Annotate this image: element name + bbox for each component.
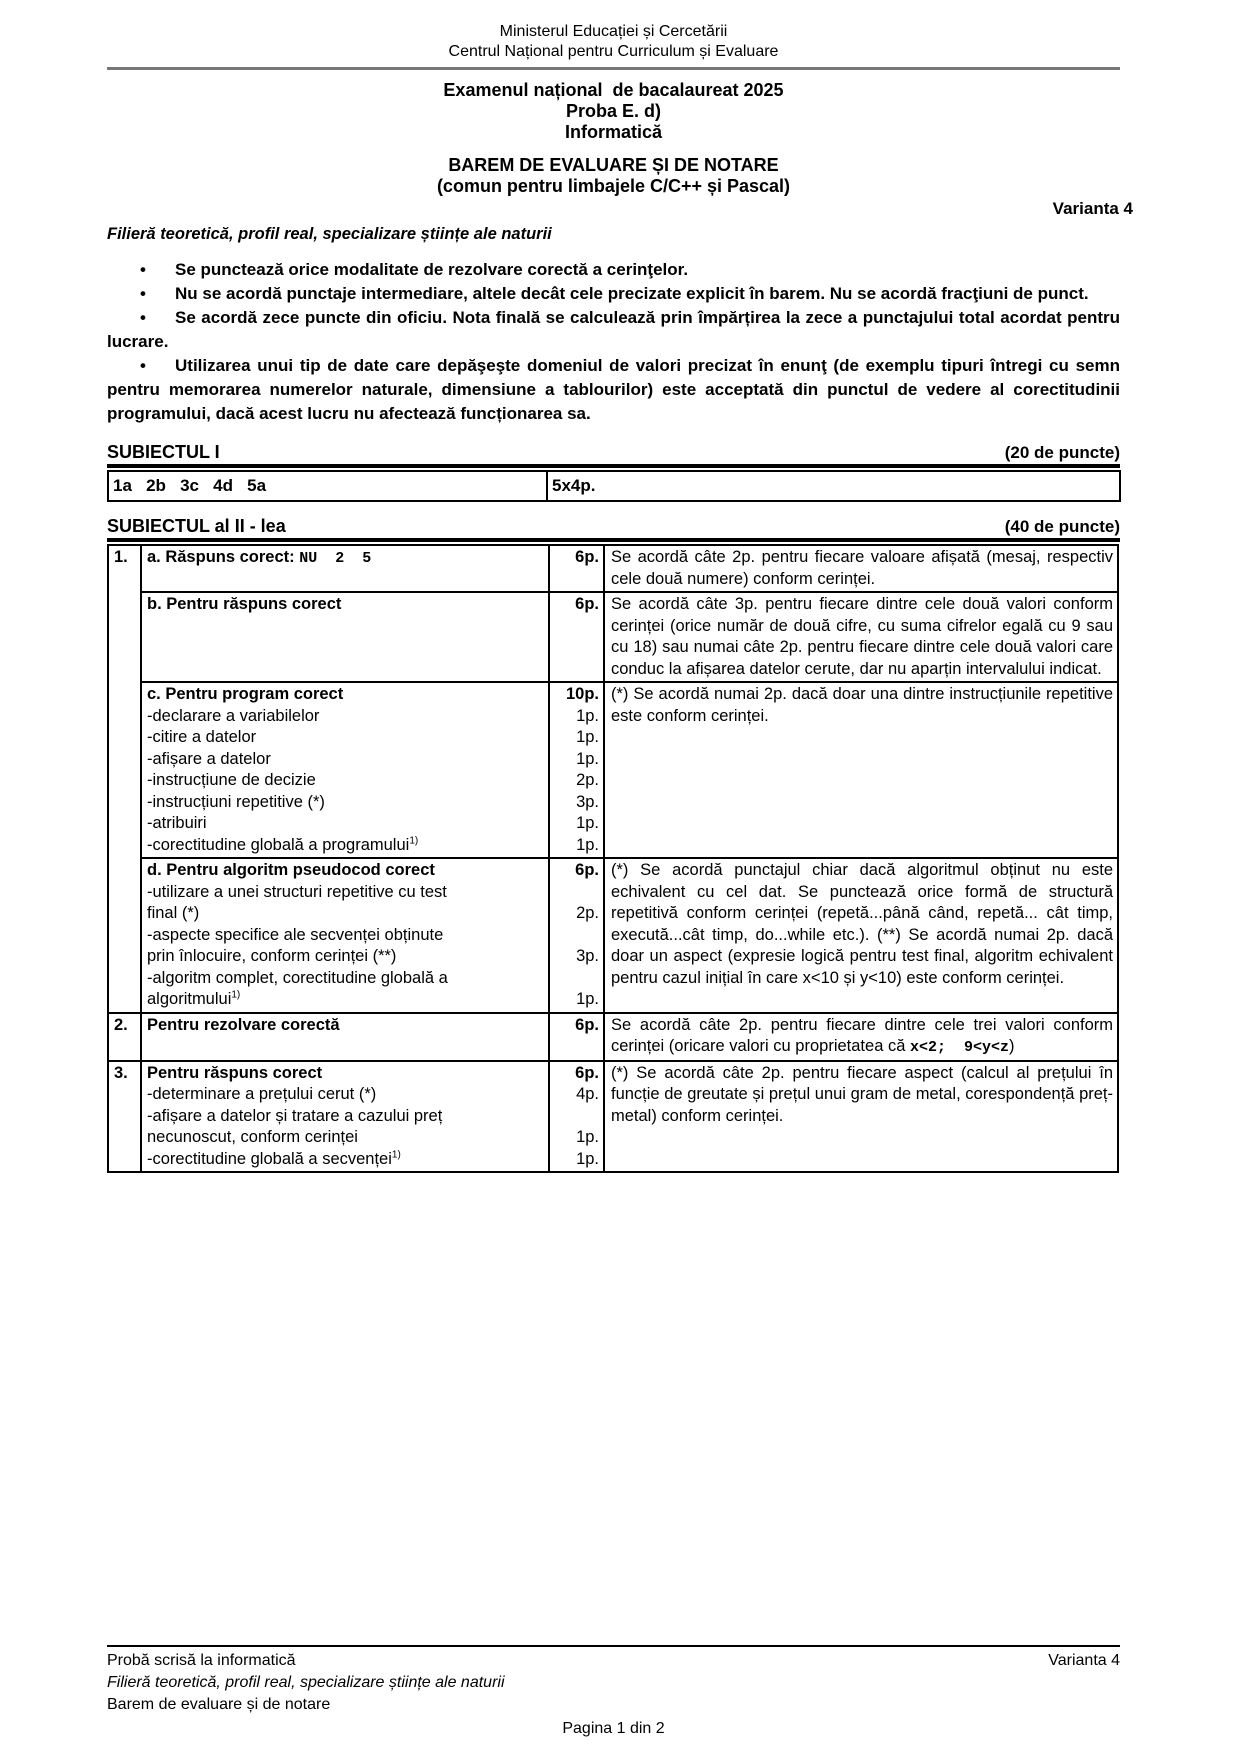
page-number: Pagina 1 din 2 (562, 1720, 665, 1737)
criterion-item: -citire a datelor (147, 728, 257, 746)
page-footer (107, 1645, 1120, 1740)
points-cell (549, 682, 604, 858)
explanation-text: Se acordă câte 2p. pentru fiecare valoare afișată (mesaj, respectiv cele două numere) conform cerinței. (611, 548, 1113, 588)
variant-label: Varianta 4 (1052, 199, 1133, 218)
table-row-1d (108, 858, 1118, 1013)
footer-barem: Barem de evaluare și de notare (107, 1696, 331, 1713)
subject2-points: (40 de puncte) (1004, 517, 1120, 536)
bullet-marker: • (140, 356, 146, 375)
answers-text: 1a 2b 3c 4d 5a (113, 476, 267, 495)
criterion-label: b. Pentru răspuns corect (147, 595, 342, 613)
points-value: 10p. (565, 685, 599, 703)
general-notes (107, 258, 1120, 426)
note-text: Utilizarea unui tip de date care depăşeşte domeniul de valori precizat în enunţ (de exemplu tipuri întregi cu semn pentru memorarea numerelor naturale, dimensiune a tablourilor) este acceptată din punctul de vedere al corectitudinii programului, dacă acest lucru nu afectează funcționarea sa. (107, 356, 1120, 423)
criterion-item: -corectitudine globală a programului$^{1)}$ (147, 835, 419, 854)
points-value: 6p. (575, 861, 599, 879)
points-value: 6p. (575, 595, 599, 613)
bullet-marker: • (140, 260, 146, 279)
criterion-title: Pentru răspuns corect (147, 1063, 323, 1082)
points-value: 1p. (576, 728, 599, 746)
row-number: 1. (108, 545, 141, 1013)
explanation-cell (604, 592, 1118, 682)
note-item (107, 258, 1120, 282)
criterion-item: -corectitudine globală a secvenței$^{1)}$ (147, 1149, 401, 1168)
table-row-1a (108, 545, 1118, 592)
footnote-ref: 1) (231, 989, 241, 1001)
subject2-table (107, 544, 1119, 1173)
table-row-1c (108, 682, 1118, 858)
points-value: 2p. (576, 904, 599, 922)
s1-answers-cell (108, 471, 547, 501)
criterion-title: d. Pentru algoritm pseudocod corect (147, 861, 435, 879)
table-row-2 (108, 1013, 1118, 1061)
points-value: 6p. (575, 548, 599, 566)
footnote-ref: 1) (409, 835, 419, 846)
criterion-item: -determinare a prețului cerut (*) (147, 1085, 377, 1103)
subject2-heading (107, 516, 1120, 542)
ministry-line: Ministerul Educației și Cercetării (499, 23, 728, 40)
points-value (550, 882, 599, 904)
criterion-item: -atribuiri (147, 814, 207, 832)
table-row-1b (108, 592, 1118, 682)
explanation-cell (604, 682, 1118, 858)
barem-title: BAREM DE EVALUARE ȘI DE NOTARE (448, 155, 779, 175)
proba-line: Proba E. d) (565, 101, 661, 121)
points-value: 6p. (575, 1063, 599, 1082)
points-value: 1p. (576, 990, 599, 1008)
discipline-line: Informatică (564, 122, 663, 142)
points-value: 3p. (576, 947, 599, 965)
criterion-cell (141, 545, 549, 592)
explanation-cell (604, 858, 1118, 1013)
subject1-heading (107, 442, 1120, 468)
criterion-cell (141, 1013, 549, 1061)
criterion-cell (141, 858, 549, 1013)
s1-scoring-cell (547, 471, 1120, 501)
note-item (107, 354, 1120, 426)
points-value: 2p. (576, 771, 599, 789)
note-text: Se punctează orice modalitate de rezolvare corectă a cerinţelor. (175, 260, 689, 279)
points-value: 1p. (576, 706, 599, 725)
criterion-item: -instrucțiune de decizie (147, 771, 316, 789)
explanation-text: Se acordă câte 3p. pentru fiecare dintre cele două valori conform cerinței (orice număr de două cifre, cu suma cifrelor egală cu 9 sau cu 18) sau numai câte 2p. pentru fiecare dintre cele două valori care conduc la afișarea datelor cerute, dar nu aparțin intervalului indicat. (611, 595, 1113, 678)
criterion-item: -afișare a datelor (147, 749, 271, 768)
criterion-item: necunoscut, conform cerinței (147, 1128, 358, 1146)
criterion-cell (141, 592, 549, 682)
explanation-text: (*) Se acordă punctajul chiar dacă algoritmul obținut nu este echivalent cu cel dat. Se punctează orice formă de structură repetitivă conform cerinței (repetă...până când, repetă... cât timp, execută...cât timp, do...while etc.). (**) Se acordă numai 2p. dacă doar un aspect (expresie logică pentru test final, algoritm echivalent pentru cazul inițial în care x<10 și y<10) este conform cerinței. (611, 861, 1113, 987)
row-number: 2. (108, 1013, 141, 1061)
criterion-item: -utilizare a unei structuri repetitive cu test (147, 882, 447, 901)
table-row (108, 471, 1120, 501)
points-value: 3p. (576, 792, 599, 811)
code-condition: x<2; 9<y<z (909, 1039, 1009, 1056)
subject1-table (107, 470, 1121, 502)
criterion-item: -declarare a variabilelor (147, 706, 320, 725)
points-cell (549, 858, 604, 1013)
criterion-item: -algoritm complet, corectitudine globală a (147, 968, 448, 987)
points-value (550, 968, 599, 990)
table-row-3 (108, 1061, 1118, 1173)
explanation-cell (604, 545, 1118, 592)
footnote-ref: 1) (391, 1149, 401, 1160)
criterion-item: -instrucțiuni repetitive (*) (147, 792, 325, 811)
explanation-cell (604, 1061, 1118, 1173)
note-text: Nu se acordă punctaje intermediare, altele decât cele precizate explicit în barem. Nu se acordă fracţiuni de punct. (175, 284, 1089, 303)
bullet-marker: • (140, 284, 146, 303)
points-value (550, 925, 599, 947)
code-answer: NU 2 5 (299, 550, 372, 567)
criterion-title: Pentru rezolvare corectă (147, 1015, 340, 1034)
points-cell (549, 1013, 604, 1061)
note-item (107, 306, 1120, 354)
explanation-text: (*) Se acordă numai 2p. dacă doar una dintre instrucțiunile repetitive este conform cerinței. (611, 685, 1113, 725)
criterion-item: -aspecte specifice ale secvenței obținute (147, 925, 444, 944)
criterion-item: -afișare a datelor și tratare a cazului preț (147, 1106, 443, 1125)
points-value: 1p. (576, 835, 599, 854)
footer-proba: Probă scrisă la informatică (107, 1652, 296, 1669)
footer-variant: Varianta 4 (1048, 1652, 1120, 1669)
note-text: Se acordă zece puncte din oficiu. Nota finală se calculează prin împărțirea la zece a punctajului total acordat pentru lucrare. (107, 308, 1120, 351)
criterion-item: algoritmului$^{1)}$ (147, 989, 241, 1008)
points-value: 1p. (576, 749, 599, 768)
barem-subtitle: (comun pentru limbajele C/C++ și Pascal) (436, 176, 791, 196)
explanation-cell (604, 1013, 1118, 1061)
points-value: 4p. (576, 1085, 599, 1103)
subject2-title: SUBIECTUL al II - lea (107, 516, 286, 536)
note-item (107, 282, 1120, 306)
points-cell (549, 1061, 604, 1173)
criterion-label: a. Răspuns corect: (147, 548, 300, 566)
points-cell (549, 545, 604, 592)
center-line: Centrul Național pentru Curriculum și Evaluare (448, 43, 779, 60)
scoring-text: 5x4p. (552, 476, 596, 495)
row-number: 3. (108, 1061, 141, 1173)
explanation-text: ) (1009, 1037, 1015, 1055)
exam-title: Examenul național de bacalaureat 2025 (443, 80, 784, 100)
track-line: Filieră teoretică, profil real, specializare științe ale naturii (107, 225, 552, 243)
footer-track: Filieră teoretică, profil real, specializare științe ale naturii (107, 1674, 505, 1691)
explanation-text: (*) Se acordă câte 2p. pentru fiecare aspect (calcul al prețului în funcție de greutate și prețul unui gram de metal, corespondență preț-metal) conform cerinței. (611, 1063, 1113, 1125)
criterion-item: prin înlocuire, conform cerinței (**) (147, 947, 397, 965)
points-value: 1p. (576, 814, 599, 832)
subject1-title: SUBIECTUL I (107, 442, 220, 462)
points-value (550, 1106, 599, 1128)
criterion-cell (141, 682, 549, 858)
criterion-cell (141, 1061, 549, 1173)
points-cell (549, 592, 604, 682)
points-value: 6p. (575, 1015, 599, 1034)
points-value: 1p. (576, 1128, 599, 1146)
footer-divider (107, 1645, 1120, 1647)
criterion-item: final (*) (147, 904, 200, 922)
points-value: 1p. (576, 1149, 599, 1168)
header-divider (107, 67, 1120, 70)
subject1-points: (20 de puncte) (1004, 443, 1120, 462)
criterion-title: c. Pentru program corect (147, 685, 344, 703)
explanation-text: Se acordă câte 2p. pentru fiecare dintre cele trei valori conform cerinței (oricare valori cu proprietatea că (611, 1015, 1113, 1055)
bullet-marker: • (140, 308, 146, 327)
